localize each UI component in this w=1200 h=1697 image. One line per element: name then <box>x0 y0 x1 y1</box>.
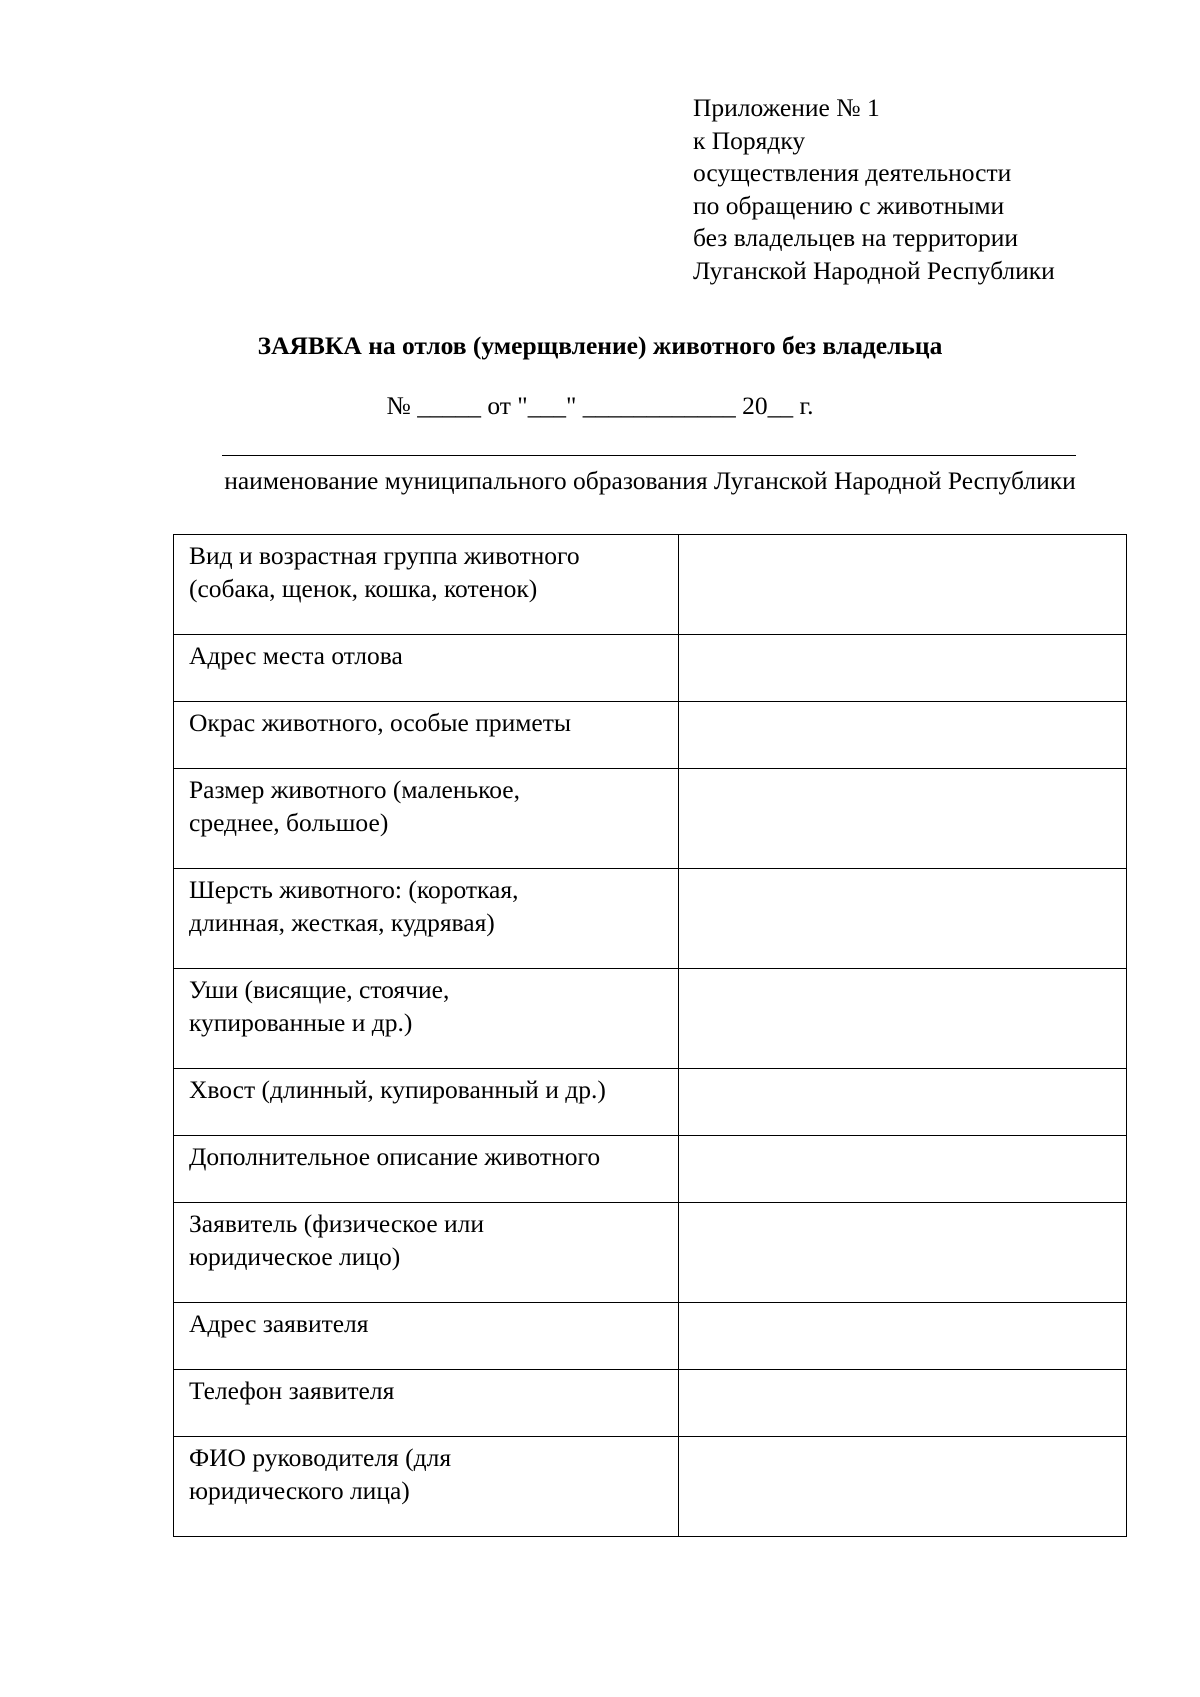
row-value-cell[interactable] <box>679 635 1127 702</box>
row-label-text: Заявитель (физическое или юридическое лицо) <box>189 1209 485 1271</box>
row-value-cell[interactable] <box>679 535 1127 635</box>
row-value-cell[interactable] <box>679 1303 1127 1370</box>
municipality-caption: наименование муниципального образования Луганской Народной Республики <box>224 466 1076 495</box>
appendix-line: по обращению с животными <box>693 190 1005 220</box>
row-label-text: Дополнительное описание животного <box>189 1142 601 1171</box>
table-row <box>174 769 1127 869</box>
appendix-line: осуществления деятельности <box>693 158 1012 188</box>
appendix-line: Луганской Народной Республики <box>693 255 1055 285</box>
row-value-cell[interactable] <box>679 1370 1127 1437</box>
municipality-underline <box>222 455 1076 456</box>
appendix-line: к Порядку <box>693 125 806 155</box>
row-label <box>174 1203 679 1303</box>
row-label-text: Размер животного (маленькое, среднее, большое) <box>189 775 520 837</box>
appendix-line: Приложение № 1 <box>693 93 880 122</box>
table-row <box>174 702 1127 769</box>
row-value-cell[interactable] <box>679 1136 1127 1203</box>
row-value-cell[interactable] <box>679 969 1127 1069</box>
row-value-cell[interactable] <box>679 1069 1127 1136</box>
row-label-text: Адрес места отлова <box>189 641 403 670</box>
row-value-cell[interactable] <box>679 869 1127 969</box>
document-title: ЗАЯВКА на отлов (умерщвление) животного без владельца <box>257 331 943 360</box>
row-value-cell[interactable] <box>679 702 1127 769</box>
row-value-cell[interactable] <box>679 769 1127 869</box>
table-row <box>174 1303 1127 1370</box>
table-row <box>174 635 1127 702</box>
table-row <box>174 1437 1127 1537</box>
row-value-cell[interactable] <box>679 1203 1127 1303</box>
table-row <box>174 1069 1127 1136</box>
table-row <box>174 535 1127 635</box>
row-label <box>174 1303 679 1370</box>
row-label-text: Шерсть животного: (короткая, длинная, жесткая, кудрявая) <box>189 875 519 937</box>
appendix-header <box>693 92 1055 288</box>
row-value-cell[interactable] <box>679 1437 1127 1537</box>
row-label <box>174 635 679 702</box>
application-form-table <box>173 534 1127 1537</box>
table-row <box>174 1136 1127 1203</box>
number-date-line: № _____ от "___" ____________ 20__ г. <box>386 391 814 420</box>
row-label <box>174 969 679 1069</box>
row-label <box>174 1370 679 1437</box>
table-row <box>174 1370 1127 1437</box>
row-label <box>174 869 679 969</box>
row-label <box>174 1136 679 1203</box>
row-label <box>174 535 679 635</box>
row-label-text: Уши (висящие, стоячие, купированные и др.) <box>189 975 450 1037</box>
row-label-text: Окрас животного, особые приметы <box>189 708 572 737</box>
row-label <box>174 702 679 769</box>
row-label <box>174 769 679 869</box>
row-label-text: ФИО руководителя (для юридического лица) <box>189 1443 452 1505</box>
row-label-text: Телефон заявителя <box>189 1376 395 1405</box>
appendix-line: без владельцев на территории <box>693 223 1019 253</box>
row-label-text: Адрес заявителя <box>189 1309 369 1338</box>
row-label <box>174 1437 679 1537</box>
row-label-text: Хвост (длинный, купированный и др.) <box>189 1075 606 1104</box>
table-row <box>174 869 1127 969</box>
table-row <box>174 969 1127 1069</box>
row-label <box>174 1069 679 1136</box>
table-row <box>174 1203 1127 1303</box>
row-label-text: Вид и возрастная группа животного (собака, щенок, кошка, котенок) <box>189 541 580 603</box>
